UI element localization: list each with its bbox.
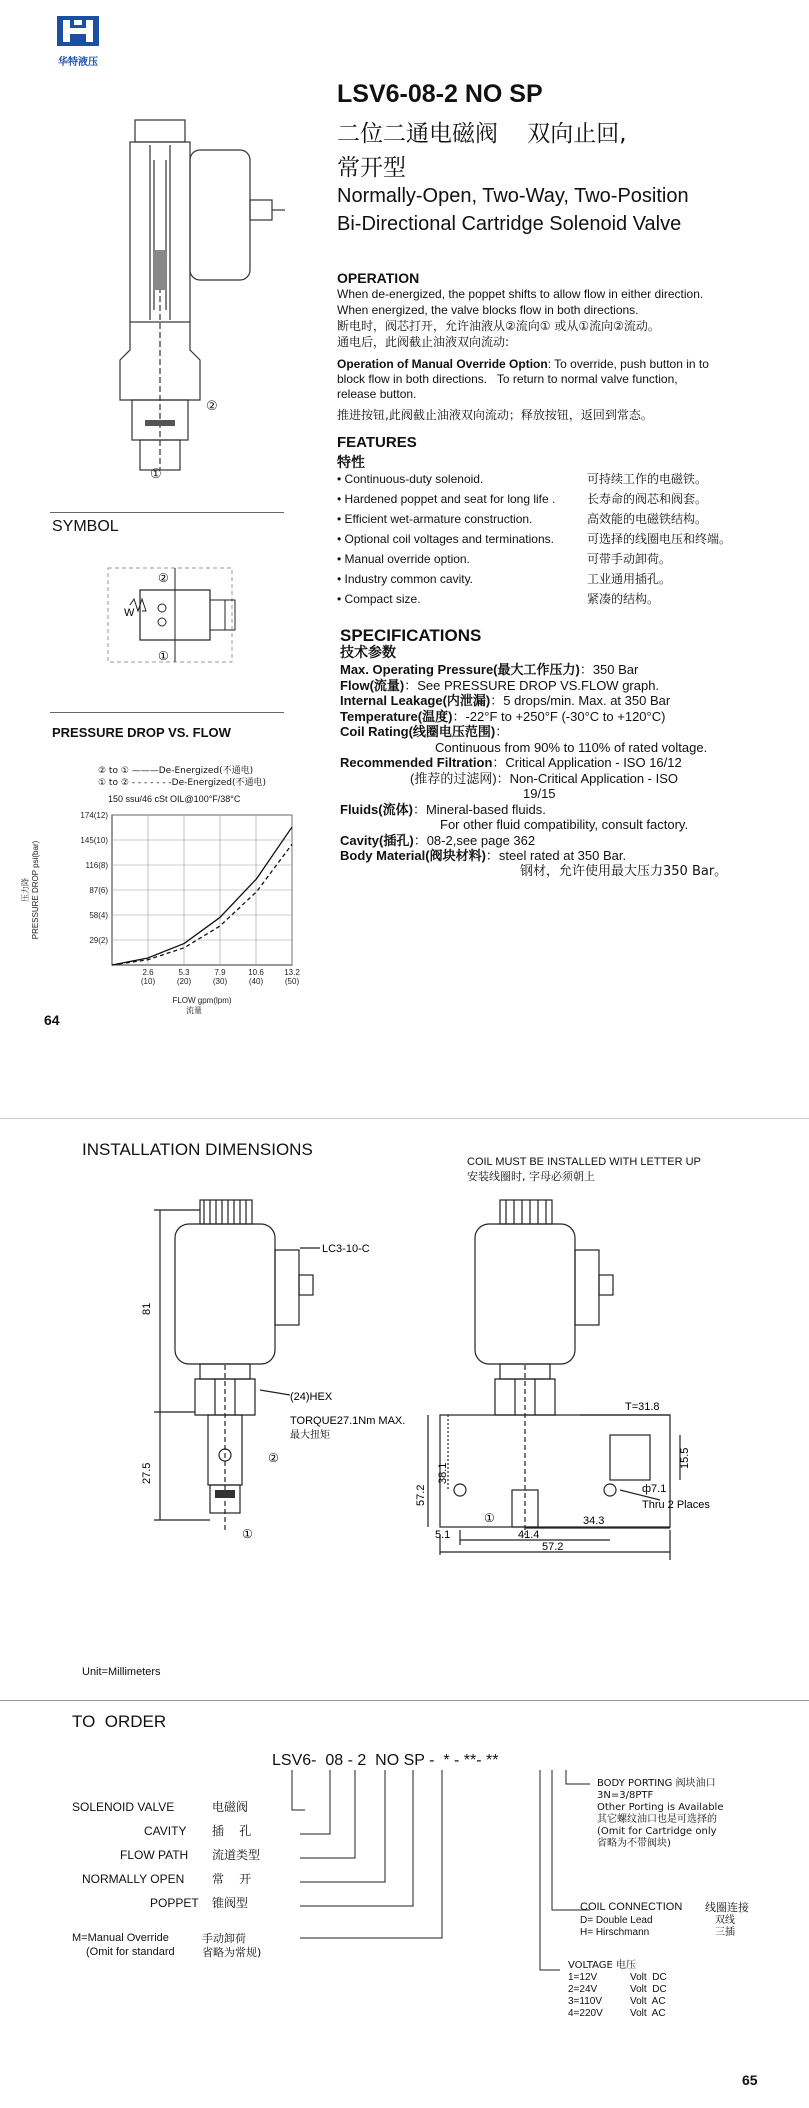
order-label-cavity: CAVITY 插 孔 bbox=[144, 1824, 252, 1838]
operation-line-2: When energized, the valve blocks flow in both directions. bbox=[337, 303, 639, 317]
chart-y-tick-label: 29(2) bbox=[89, 936, 108, 945]
dim-41-4: 41.4 bbox=[518, 1529, 540, 1541]
order-label-solenoid: SOLENOID VALVE 电磁阀 bbox=[72, 1800, 249, 1814]
side-port bbox=[610, 1435, 650, 1480]
symbol-port-1: ① bbox=[158, 649, 169, 663]
symbol-w: W bbox=[124, 607, 135, 619]
coil-body bbox=[190, 150, 250, 280]
spec-fluids-cont: For other fluid compatibility, consult factory. bbox=[440, 817, 689, 832]
order-heading: TO ORDER bbox=[72, 1712, 167, 1731]
unit-note: Unit=Millimeters bbox=[82, 1666, 161, 1678]
pdvf-legend-1: ② to ① ———De-Energized(不通电) bbox=[98, 766, 254, 776]
dim-34-3: 34.3 bbox=[583, 1515, 605, 1527]
install-port-2: ② bbox=[268, 1451, 279, 1465]
operation-line-1: When de-energized, the poppet shifts to allow flow in either direction. bbox=[337, 287, 704, 301]
coil-box bbox=[275, 1250, 299, 1325]
mount-hole-right bbox=[604, 1484, 616, 1496]
symbol-divider bbox=[50, 512, 284, 513]
override-cn: 推进按钮,此阀截止油液双向流动；释放按钮，返回到常态。 bbox=[337, 408, 653, 422]
operation-line-4: 通电后，此阀截止油液双向流动: bbox=[337, 335, 510, 349]
pressure-drop-chart bbox=[20, 805, 300, 1020]
installation-drawing-right bbox=[415, 1190, 720, 1560]
chart-y-tick-label: 174(12) bbox=[80, 811, 108, 820]
chart-x-tick-label: 10.6 bbox=[248, 968, 264, 977]
page-break bbox=[0, 1118, 809, 1119]
chart-series-line-2 bbox=[112, 844, 292, 965]
chart-x-tick-label: 2.6 bbox=[142, 968, 154, 977]
dim-38-1: 38.1 bbox=[437, 1462, 449, 1484]
chart-x-tick-label: (30) bbox=[212, 977, 228, 986]
coil-nut bbox=[200, 1200, 252, 1224]
spec-coil: Coil Rating(线圈电压范围)： bbox=[340, 724, 509, 739]
chart-x-tick-label: (10) bbox=[140, 977, 156, 986]
feature-item: • Manual override option. 可带手动卸荷。 bbox=[337, 552, 672, 566]
specs-block bbox=[340, 626, 790, 879]
pdvf-divider bbox=[50, 712, 284, 713]
dim-15-5: 15.5 bbox=[679, 1447, 691, 1469]
order-code: LSV6- 08 - 2 NO SP - * - **- ** bbox=[272, 1752, 499, 1769]
dim-57-2-horizontal: 57.2 bbox=[542, 1541, 564, 1553]
install-port-1: ① bbox=[242, 1527, 253, 1541]
chart-y-axis-label: PRESSURE DROP psi(bar) bbox=[31, 840, 40, 940]
coil-body bbox=[175, 1224, 275, 1364]
chart-x-tick-label: (40) bbox=[248, 977, 264, 986]
specs-heading: SPECIFICATIONS bbox=[340, 626, 482, 645]
chart-y-tick-label: 116(8) bbox=[85, 861, 108, 870]
page-number-right: 65 bbox=[742, 2072, 758, 2088]
order-coil-connection: COIL CONNECTION 线圈连接 D= Double Lead 双线 H= Hirschmann 三插 bbox=[580, 1901, 749, 1938]
pdvf-oil-note: 150 ssu/46 cSt OIL@100°F/38°C bbox=[108, 794, 241, 804]
order-voltage: VOLTAGE 电压 1=12V Volt DC 2=24V Volt DC 3=110V Volt AC 4=220V Volt AC bbox=[568, 1960, 667, 2019]
valve-cross-section-drawing bbox=[90, 100, 290, 480]
logo bbox=[52, 14, 104, 68]
mount-hole-left bbox=[454, 1484, 466, 1496]
feature-item: • Compact size. 紧凑的结构。 bbox=[337, 592, 660, 606]
chart-x-axis-label: FLOW gpm(lpm) bbox=[172, 996, 232, 1005]
feature-item: • Hardened poppet and seat for long life . 长寿命的阀芯和阀套。 bbox=[337, 492, 708, 506]
feature-item: • Continuous-duty solenoid. 可持续工作的电磁铁。 bbox=[337, 472, 708, 486]
coil-note-cn: 安装线圈时, 字母必须朝上 bbox=[467, 1170, 595, 1183]
port-2-label: ② bbox=[206, 398, 218, 413]
spec-flow: Flow(流量)：See PRESSURE DROP VS.FLOW graph. bbox=[340, 677, 660, 693]
features-heading-cn: 特性 bbox=[337, 455, 365, 471]
order-override: M=Manual Override 手动卸荷 (Omit for standard 省略为常规) bbox=[72, 1932, 262, 1959]
override-line-3: release button. bbox=[337, 387, 417, 401]
dim-57-2-vertical: 57.2 bbox=[415, 1484, 427, 1506]
coil-connector bbox=[250, 200, 272, 220]
spec-body: Body Material(阀块材料)：steel rated at 350 Bar. bbox=[340, 848, 627, 863]
feature-item: • Optional coil voltages and terminations. 可选择的线圈电压和终端。 bbox=[337, 532, 732, 546]
spec-fluids: Fluids(流体)：Mineral-based fluids. bbox=[340, 801, 546, 817]
chart-y-tick-label: 145(10) bbox=[80, 836, 108, 845]
port-1-label: ① bbox=[150, 466, 162, 481]
order-body-porting: BODY PORTING 阀块油口 3N=3/8PTF Other Porting is Available 其它螺纹油口也是可选择的 (Omit for Cartridge only 省略为不带阀块) bbox=[597, 1778, 724, 1849]
torque-cn: 最大扭矩 bbox=[290, 1430, 330, 1441]
chart-x-tick-label: 13.2 bbox=[284, 968, 300, 977]
dim-27-5: 27.5 bbox=[141, 1462, 153, 1484]
order-label-poppet: POPPET 锥阀型 bbox=[150, 1896, 249, 1910]
en-title-1: Normally-Open, Two-Way, Two-Position bbox=[337, 185, 689, 207]
chart-x-axis-label-cn: 流量 bbox=[186, 1006, 202, 1015]
pdvf-heading: PRESSURE DROP VS. FLOW bbox=[52, 725, 231, 740]
dim-5-1: 5.1 bbox=[435, 1529, 451, 1541]
chart-y-tick-label: 58(4) bbox=[89, 911, 108, 920]
spec-coil-cont: Continuous from 90% to 110% of rated voltage. bbox=[435, 739, 708, 755]
install-right-port-1: ① bbox=[484, 1511, 495, 1525]
operation-line-3: 断电时，阀芯打开，允许油液从②流向① 或从①流向②流动。 bbox=[337, 319, 660, 333]
override-label: Operation of Manual Override Option bbox=[337, 357, 548, 371]
cn-title-2: 常开型 bbox=[337, 155, 406, 181]
override-line-1 bbox=[337, 357, 709, 372]
spec-body-cn: 钢材，允许使用最大压力350 Bar。 bbox=[520, 863, 728, 879]
spec-pressure: Max. Operating Pressure(最大工作压力)：350 Bar bbox=[340, 662, 639, 677]
chart-x-tick-label: (50) bbox=[284, 977, 300, 986]
symbol-heading: SYMBOL bbox=[52, 518, 119, 535]
feature-item: • Efficient wet-armature construction. 高效能的电磁铁结构。 bbox=[337, 512, 708, 526]
pdvf-legend-2: ① to ② - - - - - - -De-Energized(不通电) bbox=[98, 778, 267, 788]
page-number-left: 64 bbox=[44, 1012, 60, 1028]
coil-nut bbox=[500, 1200, 552, 1224]
logo-mark-icon bbox=[52, 14, 104, 48]
en-title-2: Bi-Directional Cartridge Solenoid Valve bbox=[337, 213, 682, 235]
operation-heading: OPERATION bbox=[337, 270, 420, 286]
logo-text: 华特液压 bbox=[58, 57, 98, 68]
hex-label: (24)HEX bbox=[290, 1391, 333, 1403]
spec-leakage: Internal Leakage(内泄漏)：5 drops/min. Max. at 350 Bar bbox=[340, 693, 671, 708]
chart-x-tick-label: 7.9 bbox=[214, 968, 226, 977]
coil-connector bbox=[299, 1275, 313, 1295]
chart-y-axis-label-cn: 压力降 bbox=[21, 878, 30, 902]
order-left-labels bbox=[72, 1800, 302, 1920]
hole-thru: Thru 2 Places bbox=[642, 1499, 710, 1511]
dim-t31-8: T=31.8 bbox=[625, 1401, 660, 1413]
spec-filtration: Recommended Filtration：Critical Application - ISO 16/12 bbox=[340, 755, 682, 770]
specs-heading-cn: 技术参数 bbox=[340, 645, 396, 661]
coil-model: LC3-10-C bbox=[322, 1243, 370, 1255]
chart-x-tick-label: (20) bbox=[176, 977, 192, 986]
features-heading: FEATURES bbox=[337, 434, 417, 451]
dim-81: 81 bbox=[141, 1302, 153, 1315]
torque-label: TORQUE27.1Nm MAX. bbox=[290, 1415, 406, 1427]
spec-cavity: Cavity(插孔)：08-2,see page 362 bbox=[340, 832, 536, 848]
override-line-2: block flow in both directions. To return to normal valve function, bbox=[337, 372, 678, 386]
coil-note: COIL MUST BE INSTALLED WITH LETTER UP bbox=[467, 1156, 701, 1168]
spec-filtration-3: 19/15 bbox=[523, 786, 556, 801]
valve-tube bbox=[130, 142, 190, 322]
installation-drawing-left bbox=[140, 1190, 440, 1550]
features-list bbox=[337, 472, 757, 612]
chart-series-line-1 bbox=[112, 827, 292, 965]
order-label-normally-open: NORMALLY OPEN 常 开 bbox=[82, 1872, 252, 1886]
valve-top-nut bbox=[135, 120, 185, 142]
coil-body bbox=[475, 1224, 575, 1364]
chart-y-tick-label: 87(6) bbox=[89, 886, 108, 895]
feature-item: • Industry common cavity. 工业通用插孔。 bbox=[337, 572, 672, 586]
manifold-block bbox=[440, 1415, 670, 1527]
symbol-port-2: ② bbox=[158, 571, 169, 585]
valve-symbol-diagram bbox=[100, 560, 240, 670]
chart-x-tick-label: 5.3 bbox=[178, 968, 190, 977]
install-heading: INSTALLATION DIMENSIONS bbox=[82, 1140, 313, 1159]
override-text-1: : To override, push button in to bbox=[547, 357, 709, 371]
product-title: LSV6-08-2 NO SP bbox=[337, 80, 543, 108]
hole-diameter: ф7.1 bbox=[642, 1483, 667, 1495]
spec-filtration-2: (推荐的过滤网)：Non-Critical Application - ISO bbox=[410, 770, 679, 786]
spec-temperature: Temperature(温度)：-22°F to +250°F (-30°C to +120°C) bbox=[340, 708, 666, 724]
order-label-flow-path: FLOW PATH 流道类型 bbox=[120, 1848, 261, 1862]
cn-title-1: 二位二通电磁阀 双向止回, bbox=[337, 121, 627, 147]
order-divider bbox=[0, 1700, 809, 1701]
